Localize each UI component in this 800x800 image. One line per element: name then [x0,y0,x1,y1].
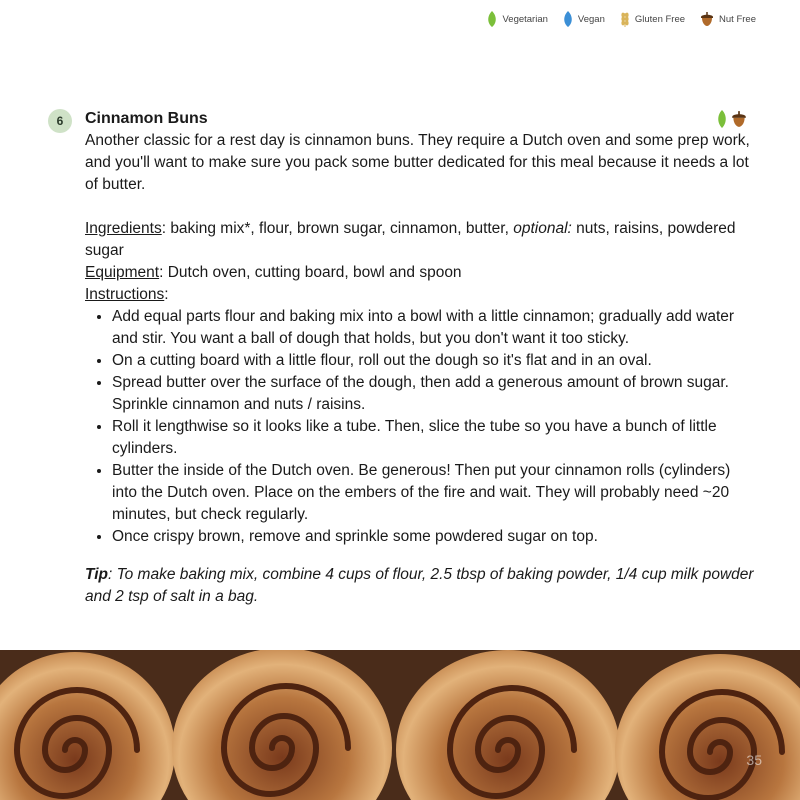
recipe-title-row [85,108,758,130]
list-item: • Roll it lengthwise so it looks like a tube. Then, slice the tube so you have a bunch of little cylinders. [112,416,758,460]
recipe-section [48,108,758,608]
vegetarian-leaf-icon [486,10,498,28]
ingredients-label: Ingredients [85,220,162,237]
ingredients-main: : baking mix*, flour, brown sugar, cinnamon, butter, [161,220,514,237]
instructions-colon: : [164,286,169,303]
recipe-body [85,108,758,608]
ingredients-optional: nuts, raisins, powdered sugar [85,220,736,259]
recipe-intro: Another classic for a rest day is cinnamon buns. They require a Dutch oven and some prep work, and you'll want to make sure you pack some butter dedicated for this meal because it needs a lot of butter. [85,132,750,193]
instructions-list [85,306,758,548]
list-item: • On a cutting board with a little flour, roll out the dough so it's flat and in an oval. [112,350,758,372]
recipe-title: Cinnamon Buns [85,110,208,127]
list-item: • Add equal parts flour and baking mix into a bowl with a little cinnamon; gradually add water and stir. You want a ball of dough that holds, but you don't want it too sticky. [112,306,758,350]
ingredients-line [85,218,758,262]
equipment-text: : Dutch oven, cutting board, bowl and spoon [159,264,462,281]
legend-label: Vegan [577,13,605,25]
list-item: • Spread butter over the surface of the dough, then add a generous amount of brown sugar. Sprinkle cinnamon and nuts / raisins. [112,372,758,416]
legend-label: Nut Free [719,13,756,25]
legend-vegan [562,10,605,28]
legend-label: Vegetarian [502,13,548,25]
equipment-line [85,262,758,284]
instructions-line [85,284,758,306]
tip-paragraph [85,564,758,608]
vegetarian-leaf-icon [716,109,728,129]
tip-text: : To make baking mix, combine 4 cups of flour, 2.5 tbsp of baking powder, 1/4 cup milk powder and 2 tsp of salt in a bag. [85,566,754,605]
recipe-number-badge: 6 [48,109,72,133]
instructions-label: Instructions [85,286,165,303]
vegan-leaf-icon [562,10,574,28]
page-number: 35 [746,752,762,768]
tip-label: Tip [85,566,108,583]
recipe-diet-badges [716,109,748,129]
acorn-icon [699,11,715,27]
list-item: • Once crispy brown, remove and sprinkle some powdered sugar on top. [112,526,758,548]
list-item: • Butter the inside of the Dutch oven. Be generous! Then put your cinnamon rolls (cylinders) into the Dutch oven. Place on the embers of the fire and wait. They will probably need ~20 minutes, but check regularly. [112,460,758,526]
cinnamon-buns-photo [0,650,800,800]
legend-nut-free [699,11,756,27]
wheat-icon [619,10,631,28]
legend-gluten-free [619,10,685,28]
ingredients-optional-label: optional: [513,220,572,237]
legend-vegetarian [486,10,547,28]
legend-label: Gluten Free [634,13,686,25]
acorn-icon [730,109,748,129]
diet-legend [486,10,756,28]
equipment-label: Equipment [85,264,160,281]
